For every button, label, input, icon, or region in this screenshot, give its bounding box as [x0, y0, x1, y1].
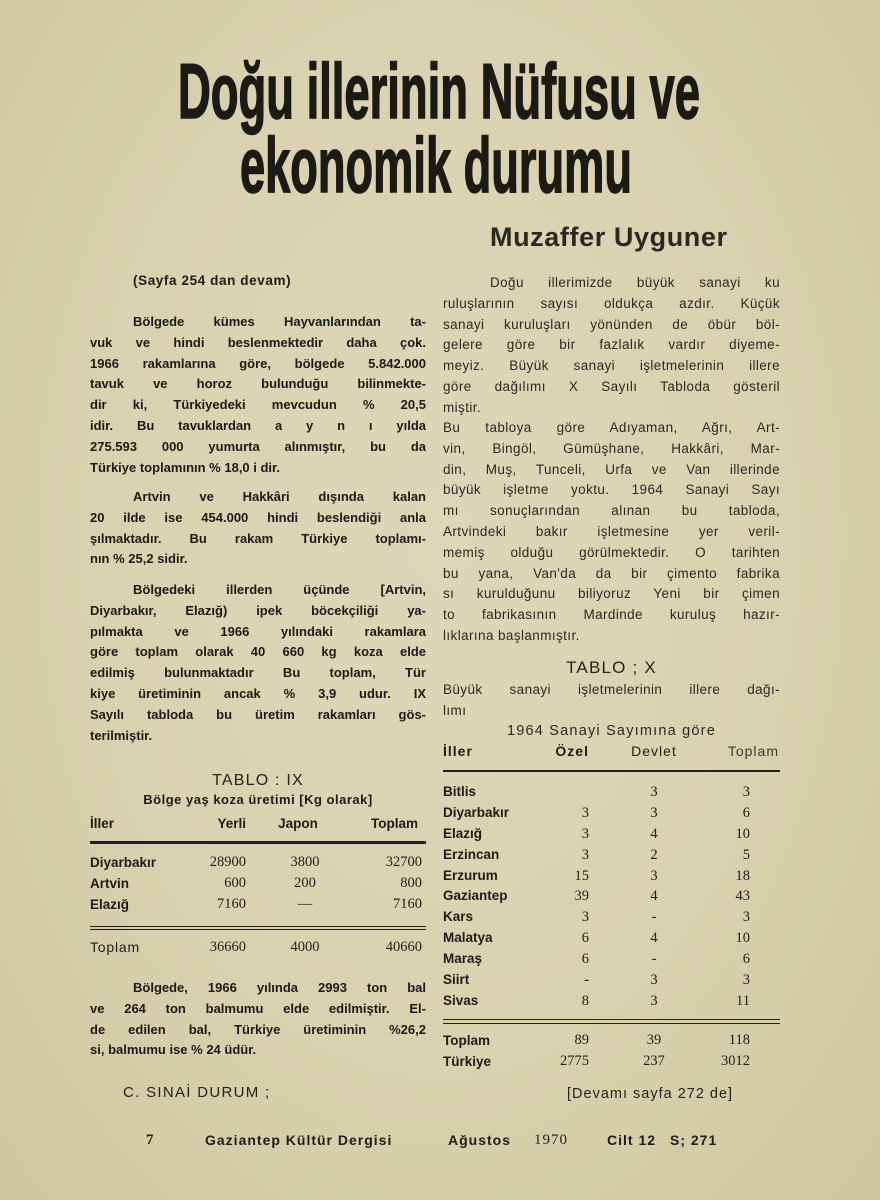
table-row	[443, 991, 780, 1012]
column-header-native: Yerli	[217, 816, 246, 831]
text-line: Artvindeki bakır işletmesine yer veril-	[443, 523, 780, 539]
total-value: 6	[742, 951, 750, 968]
text-line: Büyük sanayi işletmelerinin illere dağı-	[443, 682, 780, 697]
state-total: 237	[643, 1053, 665, 1069]
private-value: 8	[581, 992, 589, 1009]
text-line: si, balmumu ise % 24 üdür.	[90, 1042, 257, 1058]
text-line: lımı	[443, 702, 467, 718]
column-header-state: Devlet	[631, 743, 677, 759]
private-value: 3	[581, 825, 589, 842]
table-row	[443, 803, 780, 824]
right-column	[443, 0, 780, 1200]
table-rule	[90, 926, 426, 930]
native-value: 600	[224, 875, 246, 891]
table-ix-total	[90, 937, 426, 958]
private-value: 3	[581, 804, 589, 821]
table-ix-body	[90, 852, 426, 915]
column-header-provinces: İller	[90, 816, 115, 831]
province-name: Gaziantep	[443, 888, 508, 904]
text-line: 275.593 000 yumurta alınmıştır, bu da	[90, 438, 426, 454]
total-value: 11	[736, 992, 750, 1009]
text-line: 20 ilde ise 454.000 hindi beslendiği anla	[90, 509, 426, 525]
total-label: Türkiye	[443, 1054, 492, 1069]
native-value: 28900	[209, 854, 246, 870]
text-line: vin, Bingöl, Gümüşhane, Hakkâri, Mar-	[443, 440, 780, 456]
table-ix-label: TABLO : IX	[212, 772, 304, 789]
private-value: 3	[581, 846, 589, 863]
paragraph-turkey	[90, 487, 426, 570]
total-value: 800	[400, 875, 422, 891]
text-line: mı sonuçlarından alınan bu tabloda,	[443, 503, 780, 519]
province-name: Artvin	[90, 876, 130, 891]
state-value: 4	[650, 825, 658, 842]
table-row	[90, 937, 426, 958]
text-line: ve 264 ton balmumu elde edilmiştir. El-	[90, 1000, 426, 1016]
column-header-total: Toplam	[727, 743, 779, 759]
issue-month: Ağustos	[448, 1132, 511, 1148]
total-label: Toplam	[443, 1033, 490, 1048]
province-name: Elazığ	[90, 897, 130, 912]
text-line: lıklarına başlanmıştır.	[443, 627, 580, 643]
table-row	[443, 970, 780, 991]
table-row	[443, 845, 780, 866]
state-value: 3	[650, 867, 658, 884]
province-name: Sivas	[443, 992, 479, 1008]
private-value: 6	[581, 930, 589, 947]
text-line: terilmiştir.	[90, 727, 153, 743]
text-line: 1966 rakamlarına göre, bölgede 5.842.000	[90, 355, 426, 371]
province-name: Diyarbakır	[90, 855, 157, 870]
table-row	[443, 824, 780, 845]
text-line: bu yana, Van'da da bir çimento fabrika	[443, 565, 780, 581]
table-row	[443, 782, 780, 803]
state-value: 3	[650, 784, 658, 800]
text-line: vuk ve hindi beslenmektedir daha çok.	[90, 334, 426, 350]
table-x-subcaption: 1964 Sanayi Sayımına göre	[507, 723, 716, 739]
paragraph-industry-table	[443, 418, 780, 647]
text-line: Sayılı tabloda bu üretim rakamları gös-	[90, 706, 426, 722]
text-line: Bu tabloya göre Adıyaman, Ağrı, Art-	[443, 420, 780, 435]
province-name: Elazığ	[443, 825, 483, 841]
text-line: Bölgede, 1966 yılında 2993 ton bal	[133, 980, 426, 995]
total-value: 3	[742, 972, 750, 989]
japanese-value: —	[297, 896, 313, 912]
province-name: Diyarbakır	[443, 804, 510, 820]
table-row	[443, 1051, 780, 1072]
text-line: gelere göre bir fazlalık vardır diyeme-	[443, 337, 780, 353]
total-value: 3	[742, 909, 750, 926]
author-name: Muzaffer Uyguner	[490, 222, 728, 252]
text-line: pılmakta ve 1966 yılındaki rakamlara	[90, 623, 426, 639]
total-value: 3	[742, 784, 750, 800]
text-line: şılmaktadır. Bu rakam Türkiye toplamı-	[90, 530, 426, 546]
text-line: Artvin ve Hakkâri dışında kalan	[133, 489, 426, 504]
total-value: 10	[735, 825, 750, 842]
table-rule	[443, 770, 780, 772]
state-value: -	[651, 951, 657, 968]
text-line: göre dağılımı X Sayılı Tabloda gösteril	[443, 378, 780, 394]
province-name: Malatya	[443, 930, 493, 946]
total-value: 32700	[385, 854, 422, 870]
state-value: 4	[650, 930, 658, 947]
text-line: Bölgede kümes Hayvanlarından ta-	[133, 314, 426, 329]
table-x-label: TABLO ; X	[566, 658, 657, 677]
total-value: 18	[735, 867, 750, 884]
table-ix	[90, 813, 426, 834]
column-header-provinces: İller	[443, 743, 473, 759]
text-line: Bölgedeki illerden üçünde [Artvin,	[133, 582, 426, 597]
private-value: 15	[574, 867, 589, 884]
table-x	[443, 741, 780, 762]
private-value: 6	[581, 951, 589, 968]
publication-name: Gaziantep Kültür Dergisi	[205, 1132, 393, 1148]
column-header-total: Toplam	[371, 816, 418, 831]
table-row	[443, 928, 780, 949]
text-line: göre toplam olarak 40 660 kg koza elde	[90, 644, 426, 660]
province-name: Bitlis	[443, 784, 477, 799]
japanese-value: 200	[294, 875, 316, 891]
total-label: Toplam	[90, 939, 140, 955]
paragraph-silkworm	[90, 580, 426, 746]
column-header-japanese: Japon	[278, 816, 318, 831]
text-line: memiş olduğu görülmektedir. O tarihten	[443, 544, 780, 560]
title-line-1: Doğu illerinin Nüfusu ve	[178, 47, 700, 135]
column-header-private: Özel	[555, 743, 589, 759]
issue-year: 1970	[534, 1132, 568, 1148]
paragraph-poultry	[90, 312, 426, 478]
text-line: din, Muş, Tunceli, Urfa ve Van illerinde	[443, 461, 780, 477]
state-value: 3	[650, 972, 658, 989]
text-line: sanayi kuruluşları yönünden de öbür böl-	[443, 316, 780, 332]
province-name: Erzurum	[443, 867, 498, 883]
text-line: kiye üretiminin ancak % 3,9 udur. IX	[90, 685, 426, 701]
japanese-value: 3800	[290, 854, 320, 870]
text-line: meyiz. Büyük sanayi işletmelerinin illere	[443, 358, 780, 374]
private-value: -	[584, 972, 589, 989]
text-line: tavuk ve horoz bulunduğu bilinmekte-	[90, 376, 426, 392]
total-value: 6	[742, 804, 750, 821]
state-total: 39	[646, 1032, 662, 1048]
text-line: dir ki, Türkiyedeki mevcudun % 20,5	[90, 397, 426, 413]
volume-number: Cilt 12	[607, 1132, 657, 1148]
text-line: ruluşlarının sayısı oldukça azdır. Küçük	[443, 295, 780, 311]
text-line: nın % 25,2 sidir.	[90, 551, 188, 567]
table-row	[90, 894, 426, 915]
continued-on-note: [Devamı sayfa 272 de]	[567, 1086, 734, 1102]
text-line: edilmiş bulunmaktadır Bu toplam, Tür	[90, 665, 426, 681]
table-rule	[90, 841, 426, 844]
total-value: 5	[742, 846, 750, 863]
text-line: miştir.	[443, 399, 482, 415]
table-row	[443, 866, 780, 887]
province-name: Siirt	[443, 972, 470, 988]
text-line: Diyarbakır, Elazığ) ipek böcekçiliği ya-	[90, 602, 426, 618]
text-line: sı kurulduğunu biliyoruz Yeni bir çimen	[443, 586, 780, 602]
table-x-totals	[443, 1030, 780, 1072]
table-header-row	[443, 741, 780, 762]
left-column	[90, 0, 426, 1200]
page-number: 7	[146, 1132, 155, 1148]
table-row	[443, 1030, 780, 1051]
paragraph-industry	[443, 273, 780, 419]
paragraph-honey	[90, 978, 426, 1061]
state-value: 4	[650, 888, 658, 905]
text-line: büyük işletme yoktu. 1964 Sanayi Sayı	[443, 482, 780, 498]
text-line: Doğu illerimizde büyük sanayi ku	[490, 275, 780, 290]
private-total: 89	[574, 1032, 589, 1048]
province-name: Maraş	[443, 951, 483, 967]
text-line: to fabrikasının Mardinde kuruluş hazır-	[443, 607, 780, 623]
total-value: 43	[735, 888, 750, 905]
total-value: 7160	[393, 896, 422, 912]
table-rule	[443, 1019, 780, 1024]
private-value: 3	[581, 909, 589, 926]
section-heading: C. SINAİ DURUM ;	[123, 1084, 271, 1101]
state-value: -	[651, 909, 657, 926]
grand-total: 3012	[721, 1053, 750, 1069]
table-x-body	[443, 782, 780, 1012]
table-x-caption	[443, 680, 780, 722]
table-row	[90, 852, 426, 873]
table-row	[90, 873, 426, 894]
text-line: Türkiye toplamının % 18,0 i dir.	[90, 459, 280, 475]
table-header-row	[90, 813, 426, 834]
state-value: 3	[650, 804, 658, 821]
state-value: 3	[650, 992, 658, 1009]
japanese-total: 4000	[290, 939, 320, 955]
table-row	[443, 886, 780, 907]
issue-number: S; 271	[670, 1132, 718, 1148]
table-row	[443, 949, 780, 970]
title-line-2: ekonomik durumu	[240, 121, 632, 209]
private-value: 39	[574, 888, 589, 905]
province-name: Erzincan	[443, 846, 500, 862]
grand-total: 118	[728, 1032, 750, 1048]
continued-from-note: (Sayfa 254 dan devam)	[133, 273, 292, 288]
table-row	[443, 907, 780, 928]
state-value: 2	[650, 846, 658, 863]
table-ix-caption: Bölge yaş koza üretimi [Kg olarak]	[143, 792, 373, 807]
text-line: idir. Bu tavuklardan a y n ı yılda	[90, 417, 426, 433]
text-line: de edilen bal, Türkiye üretiminin %26,2	[90, 1021, 426, 1037]
grand-total: 40660	[385, 939, 422, 955]
native-value: 7160	[217, 896, 246, 912]
total-value: 10	[735, 930, 750, 947]
native-total: 36660	[209, 939, 246, 955]
province-name: Kars	[443, 909, 474, 925]
private-total: 2775	[560, 1053, 589, 1069]
